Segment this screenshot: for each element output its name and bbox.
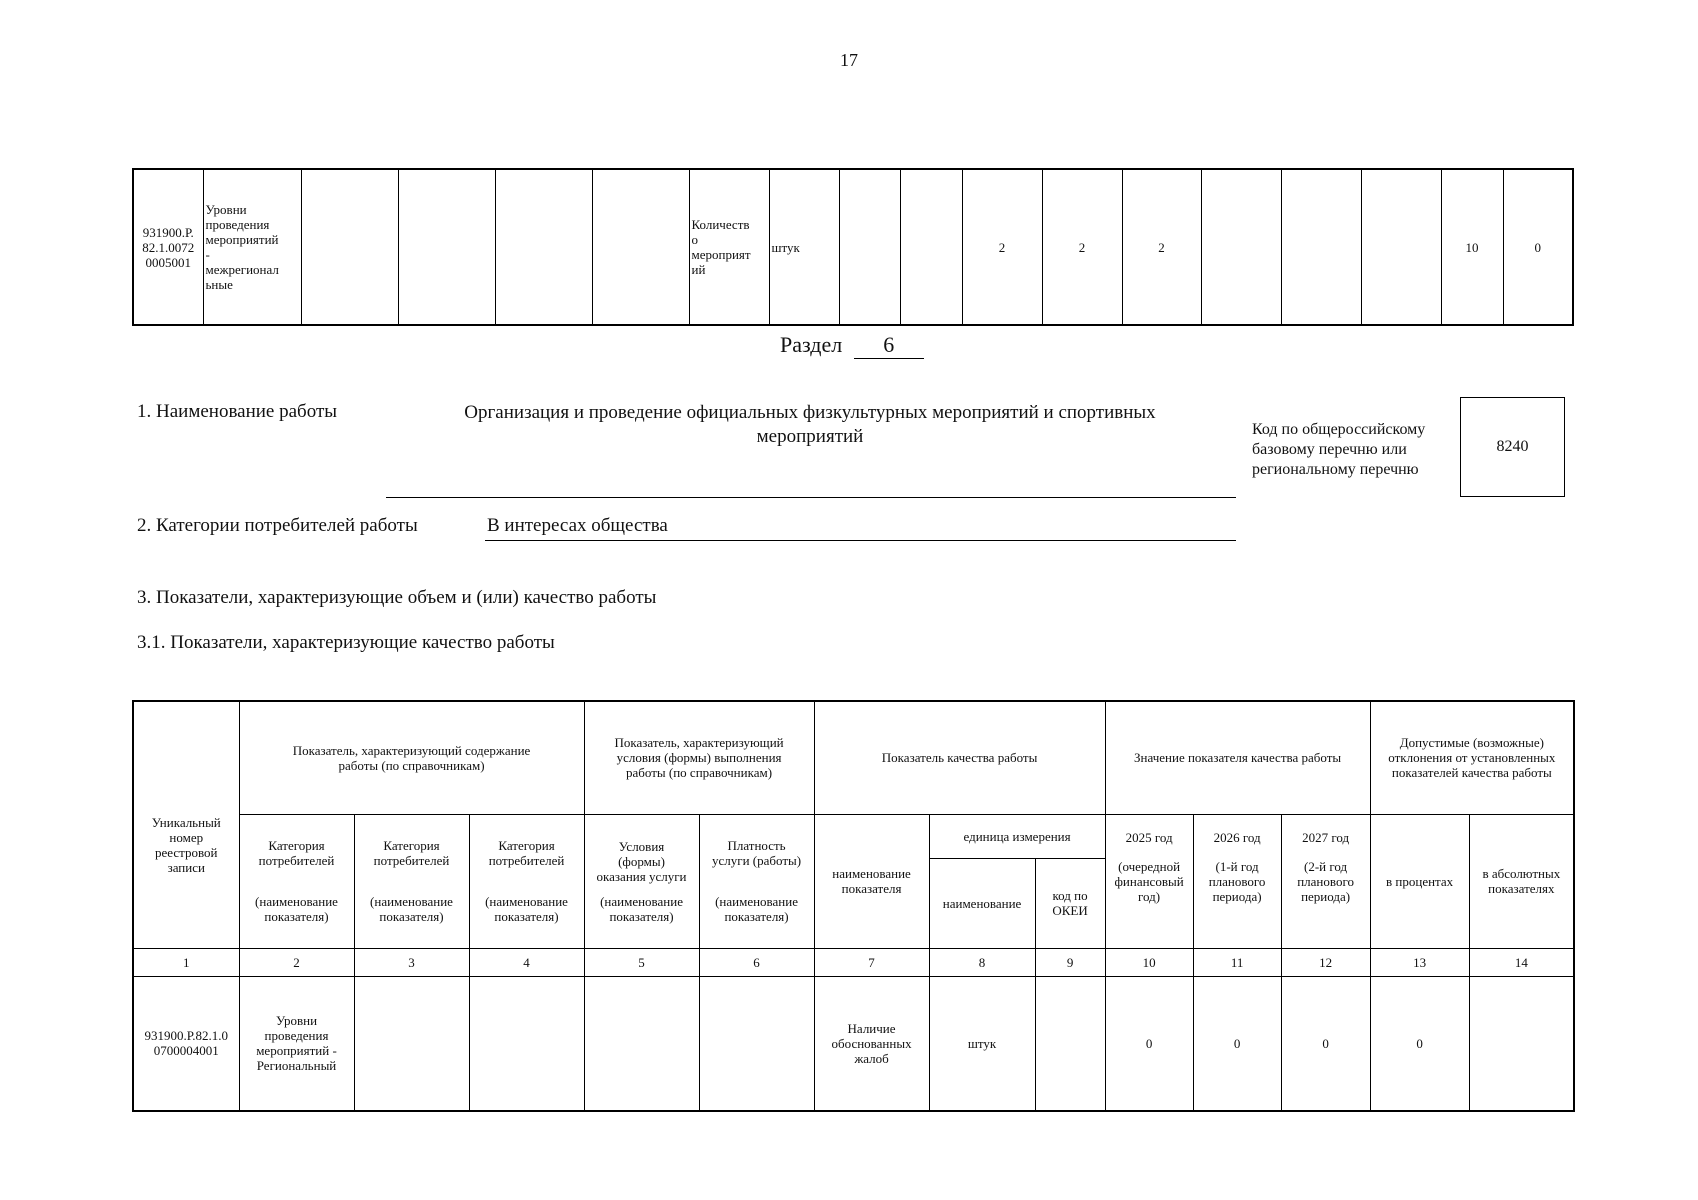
empty-cell	[592, 169, 689, 325]
empty-cell	[1361, 169, 1441, 325]
header-unit-name: наименование	[929, 858, 1035, 948]
empty-cell	[1281, 169, 1361, 325]
empty-cell	[398, 169, 495, 325]
header-row	[133, 814, 1574, 858]
unit-name: штук	[929, 976, 1035, 1111]
column-number: 6	[699, 948, 814, 976]
consumer-category-value: В интересах общества	[487, 515, 668, 536]
empty-cell	[699, 976, 814, 1111]
section-label: Раздел	[780, 332, 843, 357]
event-level: Уровни проведения мероприятий - Региональный	[239, 976, 354, 1111]
header-year-2025: 2025 год (очередной финансовый год)	[1105, 814, 1193, 948]
empty-cell	[1201, 169, 1281, 325]
indicator-name: Количеств о мероприят ий	[689, 169, 769, 325]
work-name-value: Организация и проведение официальных физкультурных мероприятий и спортивных мероприятий	[464, 402, 1156, 447]
header-category-1: Категория потребителей (наименование показателя)	[239, 814, 354, 948]
column-number: 7	[814, 948, 929, 976]
header-category-2: Категория потребителей (наименование показателя)	[354, 814, 469, 948]
value-2025: 0	[1105, 976, 1193, 1111]
section-heading	[780, 332, 924, 359]
work-name-underline	[386, 497, 1236, 498]
header-conditions: Условия (формы) оказания услуги (наименование показателя)	[584, 814, 699, 948]
header-conditions-indicator: Показатель, характеризующий условия (формы) выполнения работы (по справочникам)	[584, 701, 814, 814]
header-content-indicator: Показатель, характеризующий содержание работы (по справочникам)	[239, 701, 584, 814]
quality-table	[132, 700, 1575, 1112]
column-number: 5	[584, 948, 699, 976]
empty-cell	[301, 169, 398, 325]
value-2026: 2	[1042, 169, 1122, 325]
header-in-percent: в процентах	[1370, 814, 1469, 948]
column-number: 9	[1035, 948, 1105, 976]
header-unique-number: Уникальный номер реестровой записи	[133, 701, 239, 948]
work-name-label: 1. Наименование работы	[137, 401, 338, 422]
empty-cell	[354, 976, 469, 1111]
value-2026: 0	[1193, 976, 1281, 1111]
header-quality-indicator: Показатель качества работы	[814, 701, 1105, 814]
header-in-absolute: в абсолютных показателях	[1469, 814, 1574, 948]
empty-cell	[469, 976, 584, 1111]
value-2025: 2	[962, 169, 1042, 325]
empty-cell	[900, 169, 962, 325]
header-unit-measure: единица измерения	[929, 814, 1105, 858]
empty-cell	[839, 169, 900, 325]
header-quality-value: Значение показателя качества работы	[1105, 701, 1370, 814]
section-number: 6	[854, 332, 924, 359]
header-year-2027: 2027 год (2-й год планового периода)	[1281, 814, 1370, 948]
header-payment: Платность услуги (работы) (наименование показателя)	[699, 814, 814, 948]
header-year-2026: 2026 год (1-й год планового периода)	[1193, 814, 1281, 948]
registry-number: 931900.Р.82.1.0 0700004001	[133, 976, 239, 1111]
code-value: 8240	[1460, 397, 1565, 497]
value-2027: 2	[1122, 169, 1201, 325]
consumer-category-label: 2. Категории потребителей работы	[137, 515, 418, 536]
empty-cell	[1035, 976, 1105, 1111]
column-number: 12	[1281, 948, 1370, 976]
column-numbers-row	[133, 948, 1574, 976]
indicators-heading: 3. Показатели, характеризующие объем и (или) качество работы	[137, 587, 657, 608]
registry-number: 931900.Р. 82.1.0072 0005001	[133, 169, 203, 325]
column-number: 3	[354, 948, 469, 976]
header-row	[133, 701, 1574, 814]
column-number: 11	[1193, 948, 1281, 976]
header-deviation: Допустимые (возможные) отклонения от установленных показателей качества работы	[1370, 701, 1574, 814]
empty-cell	[584, 976, 699, 1111]
value-2027: 0	[1281, 976, 1370, 1111]
top-table	[132, 168, 1574, 326]
page-number: 17	[840, 50, 858, 70]
event-level: Уровни проведения мероприятий - межрегионал ьные	[203, 169, 301, 325]
column-number: 4	[469, 948, 584, 976]
indicator-name: Наличие обоснованных жалоб	[814, 976, 929, 1111]
deviation-absolute	[1469, 976, 1574, 1111]
code-label: Код по общероссийскому базовому перечню или региональному перечню	[1252, 421, 1426, 478]
header-okei: код по ОКЕИ	[1035, 858, 1105, 948]
table-row	[133, 169, 1573, 325]
column-number: 14	[1469, 948, 1574, 976]
column-number: 1	[133, 948, 239, 976]
column-number: 10	[1105, 948, 1193, 976]
unit-name: штук	[769, 169, 839, 325]
empty-cell	[495, 169, 592, 325]
deviation-percent: 10	[1441, 169, 1503, 325]
header-indicator-name: наименование показателя	[814, 814, 929, 948]
quality-indicators-heading: 3.1. Показатели, характеризующие качество работы	[137, 632, 555, 653]
column-number: 8	[929, 948, 1035, 976]
table-row	[133, 976, 1574, 1111]
consumer-category-underline	[485, 540, 1236, 541]
deviation-percent: 0	[1370, 976, 1469, 1111]
column-number: 2	[239, 948, 354, 976]
header-category-3: Категория потребителей (наименование показателя)	[469, 814, 584, 948]
column-number: 13	[1370, 948, 1469, 976]
deviation-absolute: 0	[1503, 169, 1573, 325]
